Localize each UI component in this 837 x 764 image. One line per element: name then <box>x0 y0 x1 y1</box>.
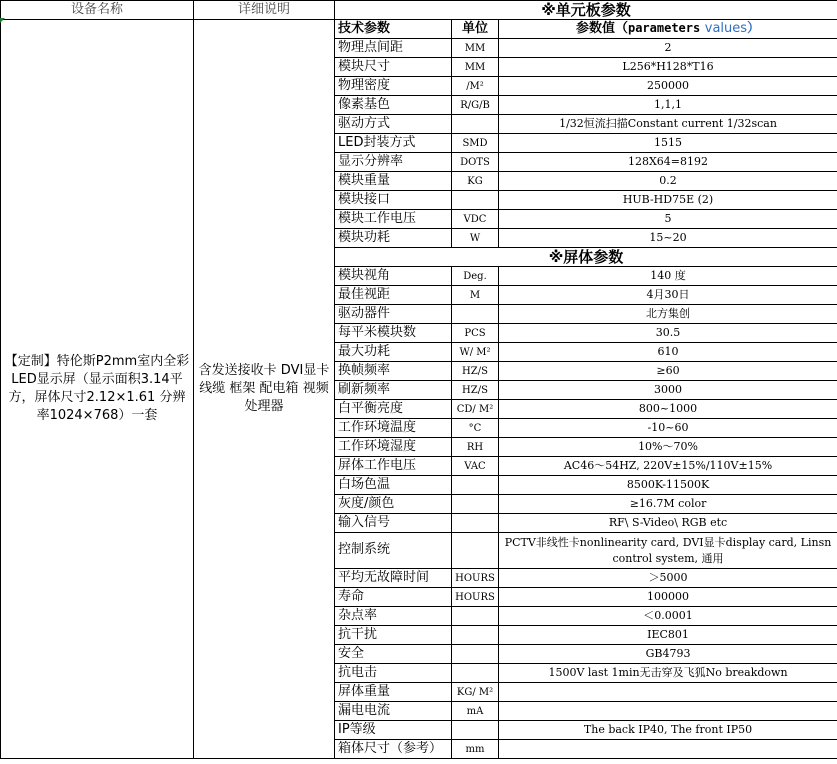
param-name[interactable]: 输入信号 <box>335 514 452 533</box>
param-name[interactable]: 漏电电流 <box>335 702 452 721</box>
param-unit[interactable]: HZ/S <box>452 381 499 400</box>
param-value[interactable] <box>499 702 837 721</box>
value-header-suffix: ） <box>747 20 761 36</box>
param-name[interactable]: 工作环境温度 <box>335 419 452 438</box>
param-unit[interactable]: KG/ M² <box>452 683 499 702</box>
param-name[interactable]: 平均无故障时间 <box>335 569 452 588</box>
param-value[interactable]: 1/32恒流扫描Constant current 1/32scan <box>499 115 837 134</box>
param-unit[interactable]: W/ M² <box>452 343 499 362</box>
param-unit[interactable] <box>452 607 499 626</box>
param-value[interactable]: 1,1,1 <box>499 96 837 115</box>
param-unit[interactable] <box>452 645 499 664</box>
param-value[interactable]: 3000 <box>499 381 837 400</box>
param-value[interactable]: 北方集创 <box>499 305 837 324</box>
param-name[interactable]: 箱体尺寸（参考） <box>335 740 452 759</box>
column-header-value[interactable] <box>499 20 837 39</box>
param-unit[interactable]: SMD <box>452 134 499 153</box>
param-name[interactable]: 模块功耗 <box>335 229 452 248</box>
module-section-title[interactable]: ※单元板参数 <box>335 1 837 20</box>
param-name[interactable]: 物理点间距 <box>335 39 452 58</box>
param-name[interactable]: 模块工作电压 <box>335 210 452 229</box>
param-name[interactable]: 模块尺寸 <box>335 58 452 77</box>
param-unit[interactable]: Deg. <box>452 267 499 286</box>
param-value[interactable]: 128X64=8192 <box>499 153 837 172</box>
cell-corner-marker <box>0 18 5 23</box>
param-value[interactable]: IEC801 <box>499 626 837 645</box>
param-unit[interactable] <box>452 495 499 514</box>
param-value[interactable]: 610 <box>499 343 837 362</box>
param-name[interactable]: 最大功耗 <box>335 343 452 362</box>
param-value[interactable]: 2 <box>499 39 837 58</box>
param-name[interactable]: 显示分辨率 <box>335 153 452 172</box>
param-value[interactable]: AC46～54HZ, 220V±15%/110V±15% <box>499 457 837 476</box>
param-unit[interactable] <box>452 626 499 645</box>
param-unit[interactable]: HZ/S <box>452 362 499 381</box>
param-unit[interactable] <box>452 721 499 740</box>
param-value[interactable]: 10%～70% <box>499 438 837 457</box>
description-cell[interactable]: 含发送接收卡 DVI显卡 线缆 框架 配电箱 视频处理器 <box>194 20 335 759</box>
column-header-unit[interactable]: 单位 <box>452 20 499 39</box>
param-name[interactable]: 模块视角 <box>335 267 452 286</box>
value-header-values: values <box>704 20 748 36</box>
param-name[interactable]: 寿命 <box>335 588 452 607</box>
param-value[interactable] <box>499 740 837 759</box>
param-unit[interactable]: mm <box>452 740 499 759</box>
param-name[interactable]: 杂点率 <box>335 607 452 626</box>
param-unit[interactable] <box>452 305 499 324</box>
param-name[interactable]: 换帧频率 <box>335 362 452 381</box>
param-name[interactable]: 抗干扰 <box>335 626 452 645</box>
param-value[interactable]: 250000 <box>499 77 837 96</box>
param-name[interactable]: 抗电击 <box>335 664 452 683</box>
param-name[interactable]: 白平衡亮度 <box>335 400 452 419</box>
param-value[interactable] <box>499 683 837 702</box>
param-name[interactable]: 屏体重量 <box>335 683 452 702</box>
value-header-parameters: parameters <box>627 20 701 35</box>
param-unit[interactable]: R/G/B <box>452 96 499 115</box>
param-value[interactable]: 1515 <box>499 134 837 153</box>
param-unit[interactable]: VDC <box>452 210 499 229</box>
param-value[interactable]: ＜0.0001 <box>499 607 837 626</box>
header-device-name[interactable]: 设备名称 <box>1 1 194 20</box>
param-unit[interactable]: VAC <box>452 457 499 476</box>
param-name[interactable]: 工作环境湿度 <box>335 438 452 457</box>
param-value[interactable]: -10~60 <box>499 419 837 438</box>
param-value[interactable]: 4月30日 <box>499 286 837 305</box>
param-name[interactable]: LED封装方式 <box>335 134 452 153</box>
header-details[interactable]: 详细说明 <box>194 1 335 20</box>
param-unit[interactable]: KG <box>452 172 499 191</box>
param-name[interactable]: 刷新频率 <box>335 381 452 400</box>
param-unit[interactable] <box>452 533 499 569</box>
param-name[interactable]: 驱动方式 <box>335 115 452 134</box>
param-value[interactable]: 1500V last 1min无击穿及飞狐No breakdown <box>499 664 837 683</box>
param-value[interactable]: 30.5 <box>499 324 837 343</box>
param-unit[interactable]: M <box>452 286 499 305</box>
param-unit[interactable]: °C <box>452 419 499 438</box>
param-unit[interactable]: HOURS <box>452 569 499 588</box>
param-value[interactable]: 5 <box>499 210 837 229</box>
param-value[interactable]: HUB-HD75E (2) <box>499 191 837 210</box>
param-unit[interactable] <box>452 115 499 134</box>
param-value[interactable]: 8500K-11500K <box>499 476 837 495</box>
param-unit[interactable]: MM <box>452 39 499 58</box>
param-unit[interactable]: PCS <box>452 324 499 343</box>
column-header-param[interactable]: 技术参数 <box>335 20 452 39</box>
param-value[interactable]: 140 度 <box>499 267 837 286</box>
param-name[interactable]: 控制系统 <box>335 533 452 569</box>
param-name[interactable]: 模块接口 <box>335 191 452 210</box>
param-value[interactable]: 800~1000 <box>499 400 837 419</box>
param-name[interactable]: 物理密度 <box>335 77 452 96</box>
param-name[interactable]: 像素基色 <box>335 96 452 115</box>
value-header-prefix: 参数值（ <box>575 20 628 36</box>
param-name[interactable]: 驱动器件 <box>335 305 452 324</box>
param-name[interactable]: 白场色温 <box>335 476 452 495</box>
param-unit[interactable] <box>452 191 499 210</box>
param-name[interactable]: 模块重量 <box>335 172 452 191</box>
param-name[interactable]: 灰度/颜色 <box>335 495 452 514</box>
param-unit[interactable] <box>452 476 499 495</box>
param-value[interactable]: ≥60 <box>499 362 837 381</box>
param-unit[interactable]: DOTS <box>452 153 499 172</box>
param-value[interactable]: The back IP40, The front IP50 <box>499 721 837 740</box>
device-name-cell[interactable]: 【定制】特伦斯P2mm室内全彩LED显示屏（显示面积3.14平方，屏体尺寸2.12×1.61 分辨率1024×768）一套 <box>1 20 194 759</box>
param-name[interactable]: 安全 <box>335 645 452 664</box>
param-value[interactable]: ≥16.7M color <box>499 495 837 514</box>
param-value[interactable]: PCTV非线性卡nonlinearity card, DVI显卡display card, Linsn control system, 通用 <box>499 533 837 569</box>
screen-section-title[interactable]: ※屏体参数 <box>335 248 837 267</box>
param-value[interactable]: 100000 <box>499 588 837 607</box>
param-unit[interactable]: MM <box>452 58 499 77</box>
param-unit[interactable]: W <box>452 229 499 248</box>
param-unit[interactable]: RH <box>452 438 499 457</box>
param-unit[interactable]: mA <box>452 702 499 721</box>
param-value[interactable]: GB4793 <box>499 645 837 664</box>
param-value[interactable]: ＞5000 <box>499 569 837 588</box>
param-unit[interactable] <box>452 664 499 683</box>
param-value[interactable]: 0.2 <box>499 172 837 191</box>
param-value[interactable]: 15~20 <box>499 229 837 248</box>
param-unit[interactable]: HOURS <box>452 588 499 607</box>
param-name[interactable]: 屏体工作电压 <box>335 457 452 476</box>
param-name[interactable]: 最佳视距 <box>335 286 452 305</box>
param-unit[interactable]: CD/ M² <box>452 400 499 419</box>
param-name[interactable]: IP等级 <box>335 721 452 740</box>
param-unit[interactable]: /M² <box>452 77 499 96</box>
param-name[interactable]: 每平米模块数 <box>335 324 452 343</box>
param-value[interactable]: RF\ S-Video\ RGB etc <box>499 514 837 533</box>
param-unit[interactable] <box>452 514 499 533</box>
param-value[interactable]: L256*H128*T16 <box>499 58 837 77</box>
